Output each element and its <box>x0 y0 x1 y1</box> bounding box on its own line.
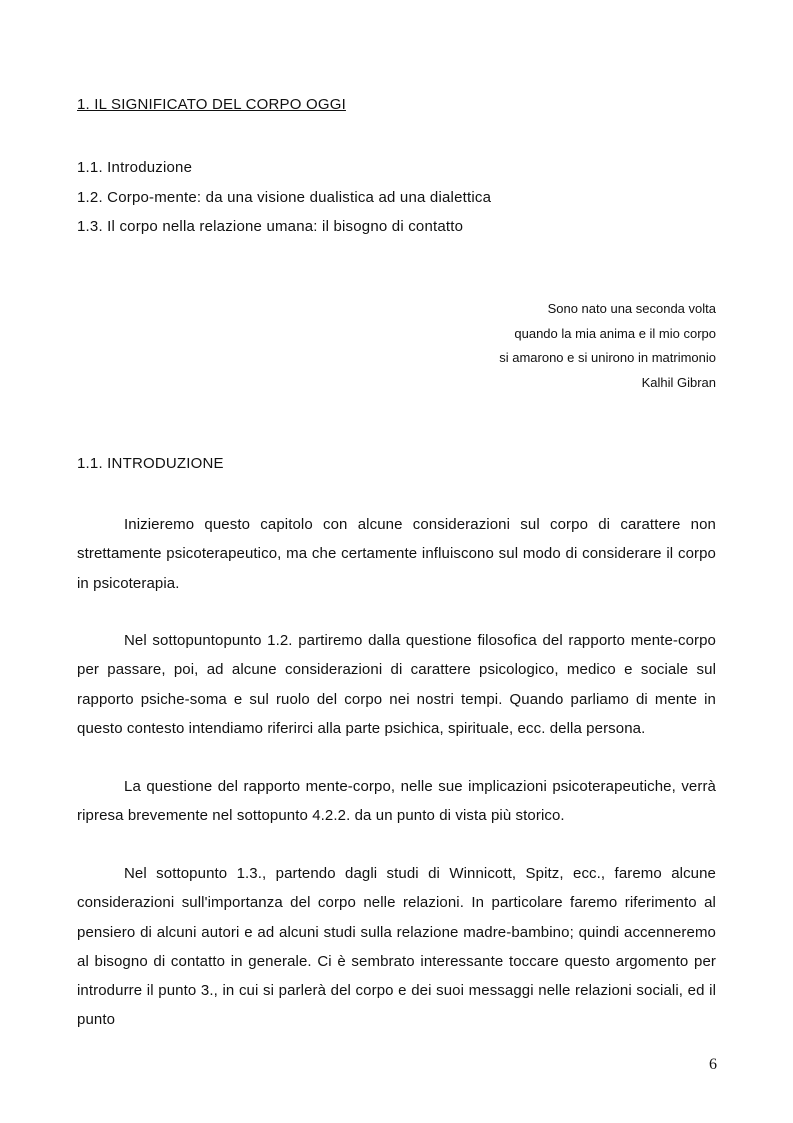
body-paragraph: La questione del rapporto mente-corpo, nelle sue implicazioni psicoterapeutiche, verrà ripresa brevemente nel sottopunto 4.2.2. da un punto di vista più storico. <box>77 778 716 825</box>
section-heading: 1.1. INTRODUZIONE <box>77 455 224 472</box>
body-paragraph: Nel sottopuntopunto 1.2. partiremo dalla questione filosofica del rapporto mente-corpo per passare, poi, ad alcune considerazioni di carattere psicologico, medico e sociale sul rapporto psiche-soma e sul ruolo del corpo nei nostri tempi. Quando parliamo di mente in questo contesto intendiamo riferirci alla parte psichica, spirituale, ecc. della persona. <box>77 632 716 737</box>
toc-item-1-3: 1.3. Il corpo nella relazione umana: il bisogno di contatto <box>77 218 464 235</box>
body-paragraph: Inizieremo questo capitolo con alcune considerazioni sul corpo di carattere non strettamente psicoterapeutico, ma che certamente influiscono sul modo di considerare il corpo in psicoterapia. <box>77 516 716 592</box>
epigraph-author: Kalhil Gibran <box>641 374 716 390</box>
epigraph-line: quando la mia anima e il mio corpo <box>514 325 716 341</box>
epigraph-line: si amarono e si unirono in matrimonio <box>499 350 716 365</box>
body-paragraph: Nel sottopunto 1.3., partendo dagli studi di Winnicott, Spitz, ecc., faremo alcune considerazioni sull'importanza del corpo nelle relazioni. In particolare faremo riferimento al pensiero di alcuni autori e ad alcuni studi sulla relazione madre-bambino; quindi accenneremo al bisogno di contatto in generale. Ci è sembrato interessante toccare questo argomento per introdurre il punto 3., in cui si parlerà del corpo e dei suoi messaggi nelle relazioni sociali, ed il punto <box>77 865 716 1029</box>
epigraph-quote <box>499 297 716 395</box>
chapter-title: 1. IL SIGNIFICATO DEL CORPO OGGI <box>77 96 346 113</box>
page-number: 6 <box>709 1056 717 1073</box>
toc-item-1-1: 1.1. Introduzione <box>77 159 193 176</box>
epigraph-line: Sono nato una seconda volta <box>547 301 716 316</box>
chapter-toc <box>77 153 491 242</box>
toc-item-1-2: 1.2. Corpo-mente: da una visione dualistica ad una dialettica <box>77 188 492 206</box>
